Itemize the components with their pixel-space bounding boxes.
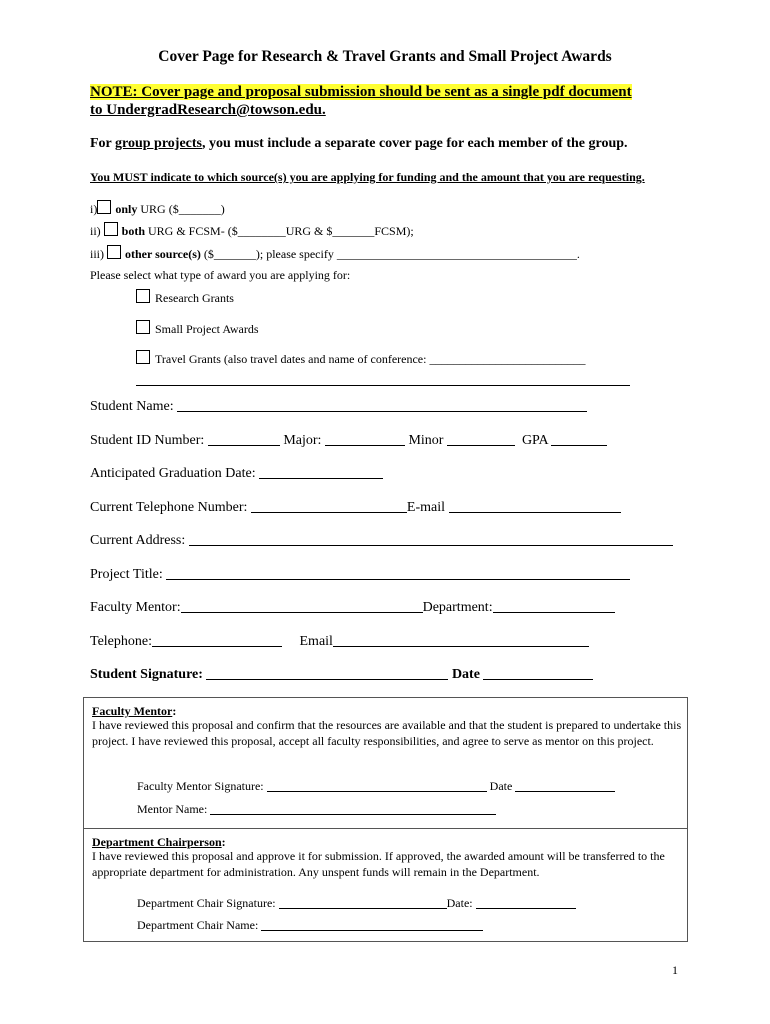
- faculty-mentor-panel: [83, 697, 688, 829]
- department-chair-signature-field[interactable]: [279, 895, 447, 909]
- mentor-email-field[interactable]: [333, 633, 589, 647]
- department-chair-date-field[interactable]: [476, 895, 576, 909]
- page-number: 1: [672, 963, 678, 977]
- award-research-grants: Research Grants: [136, 289, 234, 306]
- other-source-checkbox[interactable]: [107, 245, 121, 259]
- travel-grants-checkbox[interactable]: [136, 350, 150, 364]
- student-id-row: Student ID Number: Major: Minor GPA: [90, 432, 607, 449]
- gpa-field[interactable]: [551, 432, 607, 446]
- faculty-mentor-statement: I have reviewed this proposal and confirm that the resources are available and that the student is prepared to undertake this project. I have reviewed this proposal, accept all faculty responsibilities, and agree to serve as mentor on this project.: [92, 718, 682, 748]
- faculty-mentor-field[interactable]: [181, 599, 423, 613]
- group-projects-notice: For group projects, you must include a separate cover page for each member of the group.: [90, 136, 628, 151]
- faculty-mentor-signature-row: Faculty Mentor Signature: Date: [137, 778, 615, 794]
- department-field[interactable]: [493, 599, 615, 613]
- note-line-2[interactable]: to UndergradResearch@towson.edu.: [90, 102, 326, 118]
- graduation-date-row: Anticipated Graduation Date:: [90, 465, 383, 482]
- both-urg-fcsm-checkbox[interactable]: [104, 222, 118, 236]
- student-name-row: Student Name:: [90, 398, 587, 415]
- project-title-field[interactable]: [166, 566, 630, 580]
- small-project-awards-checkbox[interactable]: [136, 320, 150, 334]
- email-field[interactable]: [449, 499, 621, 513]
- address-field[interactable]: [189, 532, 673, 546]
- department-chair-panel: [83, 828, 688, 942]
- student-signature-row: Student Signature: Date: [90, 666, 593, 683]
- department-chair-heading: Department Chairperson:: [92, 835, 226, 849]
- telephone-field[interactable]: [251, 499, 407, 513]
- mentor-contact-row: Telephone: Email: [90, 633, 589, 650]
- award-travel-grants: Travel Grants (also travel dates and name of conference: __________________________: [136, 350, 585, 367]
- faculty-mentor-heading: Faculty Mentor:: [92, 704, 177, 718]
- student-name-field[interactable]: [177, 398, 587, 412]
- telephone-row: Current Telephone Number: E-mail: [90, 499, 621, 516]
- department-chair-name-row: Department Chair Name:: [137, 917, 483, 933]
- source-option-only-urg: i) only URG ($_______): [90, 202, 225, 216]
- address-row: Current Address:: [90, 532, 673, 549]
- student-id-field[interactable]: [208, 432, 280, 446]
- faculty-mentor-signature-field[interactable]: [267, 778, 487, 792]
- student-signature-field[interactable]: [206, 666, 448, 680]
- mentor-name-row: Mentor Name:: [137, 801, 496, 817]
- mentor-telephone-field[interactable]: [152, 633, 282, 647]
- project-title-row: Project Title:: [90, 566, 630, 583]
- graduation-date-field[interactable]: [259, 465, 383, 479]
- only-urg-checkbox[interactable]: [97, 200, 111, 214]
- page-title: Cover Page for Research & Travel Grants and Small Project Awards: [158, 48, 612, 65]
- research-grants-checkbox[interactable]: [136, 289, 150, 303]
- major-field[interactable]: [325, 432, 405, 446]
- mentor-name-field[interactable]: [210, 801, 496, 815]
- department-chair-signature-row: Department Chair Signature: Date:: [137, 895, 576, 911]
- award-type-prompt: Please select what type of award you are applying for:: [90, 268, 351, 282]
- department-chair-statement: I have reviewed this proposal and approve it for submission. If approved, the awarded amount will be transferred to the appropriate department for administration. Any unspent funds will remain in the Department.: [92, 849, 665, 879]
- note-line-1: NOTE: Cover page and proposal submission should be sent as a single pdf document: [90, 84, 632, 100]
- faculty-mentor-date-field[interactable]: [515, 778, 615, 792]
- funding-instruction: You MUST indicate to which source(s) you are applying for funding and the amount that you are requesting.: [90, 170, 645, 184]
- student-signature-date-field[interactable]: [483, 666, 593, 680]
- award-small-project: Small Project Awards: [136, 320, 259, 337]
- source-option-other: iii) other source(s) ($_______); please specify ________________________________________.: [90, 247, 580, 261]
- faculty-mentor-row: Faculty Mentor: Department:: [90, 599, 615, 616]
- source-option-both: ii) both URG & FCSM- ($________URG & $_______FCSM);: [90, 224, 414, 238]
- travel-details-line[interactable]: [136, 385, 630, 386]
- department-chair-name-field[interactable]: [261, 917, 483, 931]
- minor-field[interactable]: [447, 432, 515, 446]
